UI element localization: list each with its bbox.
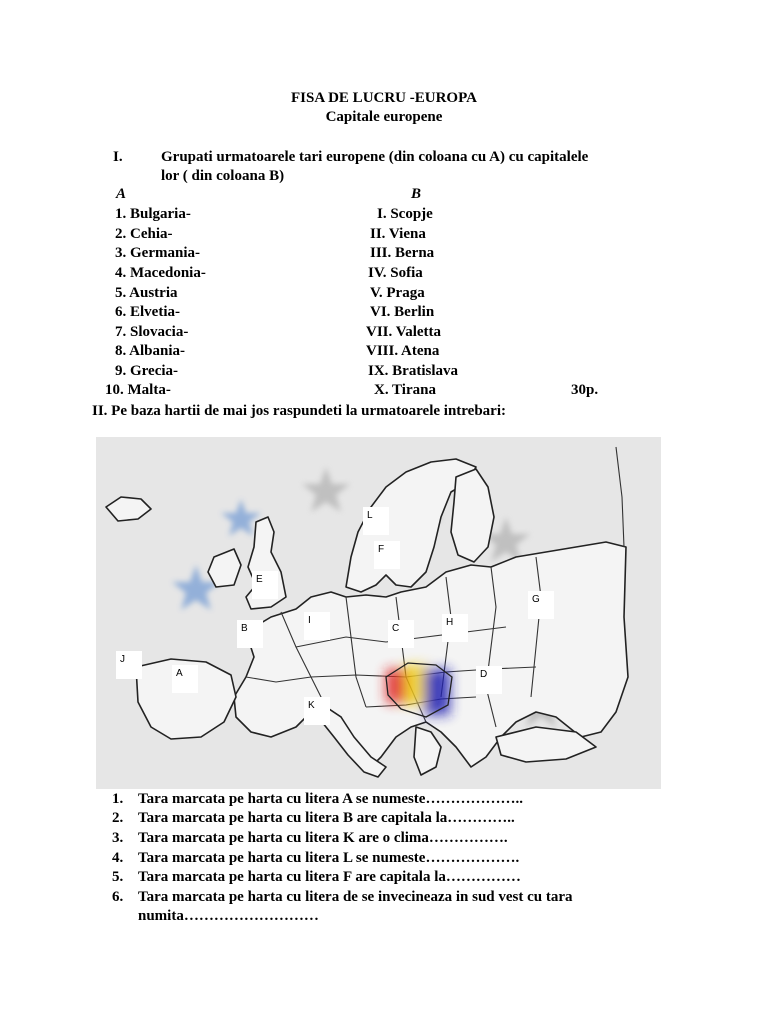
map-label-a: A: [172, 665, 198, 693]
column-a-item: 8. Albania-: [115, 343, 186, 359]
map-label-j: J: [116, 651, 142, 679]
column-a-header: A: [116, 186, 127, 202]
europe-map: [96, 437, 661, 789]
column-a-item: 4. Macedonia-: [115, 265, 206, 281]
question-item: [112, 829, 508, 848]
question-text: Tara marcata pe harta cu litera F are capitala la……………: [138, 869, 521, 885]
points-score: 30p.: [571, 382, 599, 398]
column-b-header: B: [411, 186, 422, 202]
question-item: [112, 790, 523, 809]
column-a-item: 10. Malta-: [105, 382, 171, 398]
page-title: FISA DE LUCRU -EUROPA: [291, 90, 477, 106]
column-b-item: VII. Valetta: [366, 324, 442, 340]
column-b-item: VI. Berlin: [370, 304, 435, 320]
column-a-item: 3. Germania-: [115, 245, 200, 261]
map-label-c: C: [388, 620, 414, 648]
column-a-item: 2. Cehia-: [115, 226, 173, 242]
question-item: [112, 868, 521, 887]
map-label-k: K: [304, 697, 330, 725]
column-a-item: 7. Slovacia-: [115, 324, 189, 340]
map-label-d: D: [476, 666, 502, 694]
map-label-f: F: [374, 541, 400, 569]
column-b-item: I. Scopje: [377, 206, 433, 222]
question-item: [112, 809, 515, 828]
column-b-item: II. Viena: [370, 226, 426, 242]
column-b-item: III. Berna: [370, 245, 435, 261]
europe-map-drawing: [96, 437, 661, 789]
question-item: [112, 849, 519, 868]
map-label-g: G: [528, 591, 554, 619]
question-text: Tara marcata pe harta cu litera de se invecineaza in sud vest cu tara: [138, 889, 573, 905]
page-subtitle: Capitale europene: [325, 109, 443, 125]
column-a-item: 6. Elvetia-: [115, 304, 180, 320]
column-b-item: IX. Bratislava: [368, 363, 458, 379]
question-number: 4.: [112, 850, 124, 866]
section1-numeral: I.: [113, 149, 123, 165]
column-b-item: IV. Sofia: [368, 265, 423, 281]
question-number: 2.: [112, 810, 124, 826]
column-b-item: V. Praga: [370, 285, 425, 301]
question-number: 3.: [112, 830, 124, 846]
question-number: 1.: [112, 791, 124, 807]
map-label-i: I: [304, 612, 330, 640]
map-label-l: L: [363, 507, 389, 535]
column-b-item: VIII. Atena: [366, 343, 440, 359]
question-text: Tara marcata pe harta cu litera L se numeste……………….: [138, 850, 520, 866]
question-continuation: numita………………………: [138, 908, 319, 924]
question-item: [112, 888, 573, 907]
question-number: 5.: [112, 869, 124, 885]
map-label-h: H: [442, 614, 468, 642]
column-a-item: 5. Austria: [115, 285, 178, 301]
column-b-item: X. Tirana: [374, 382, 436, 398]
column-a-item: 1. Bulgaria-: [115, 206, 191, 222]
map-label-b: B: [237, 620, 263, 648]
question-text: Tara marcata pe harta cu litera A se numeste………………..: [138, 791, 523, 807]
question-text: Tara marcata pe harta cu litera K are o clima…………….: [138, 830, 508, 846]
section2-heading: II. Pe baza hartii de mai jos raspundeti la urmatoarele intrebari:: [92, 403, 506, 419]
question-text: Tara marcata pe harta cu litera B are capitala la…………..: [138, 810, 515, 826]
map-label-e: E: [252, 571, 278, 599]
section1-instruction-line1: Grupati urmatoarele tari europene (din coloana cu A) cu capitalele: [161, 149, 589, 165]
question-number: 6.: [112, 889, 124, 905]
column-a-item: 9. Grecia-: [115, 363, 179, 379]
section1-instruction-line2: lor ( din coloana B): [161, 168, 285, 184]
